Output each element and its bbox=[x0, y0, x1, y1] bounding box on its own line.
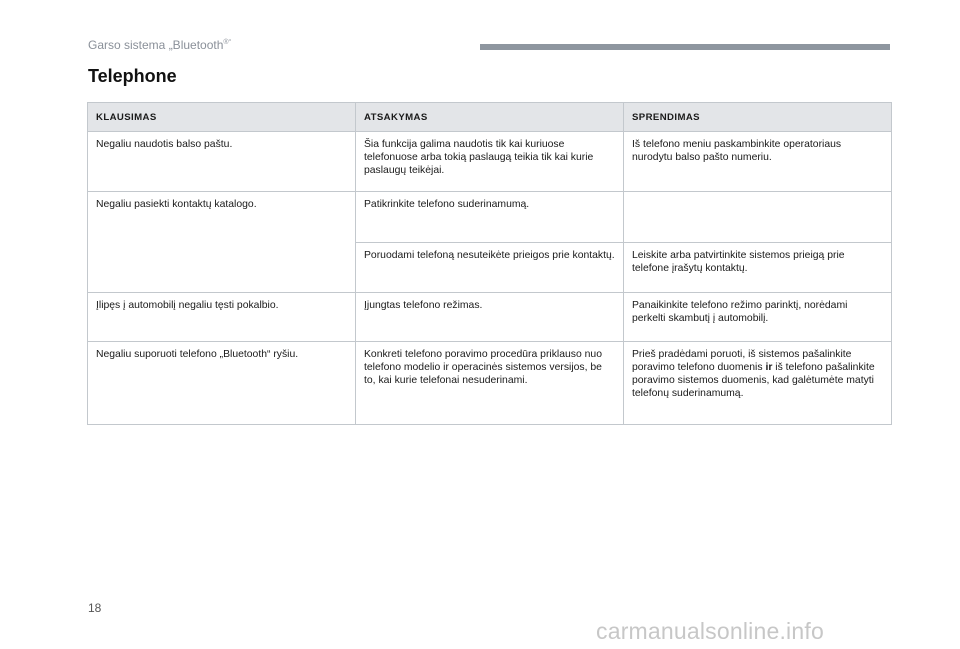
column-header-solution: SPRENDIMAS bbox=[624, 103, 892, 132]
page-number: 18 bbox=[88, 601, 102, 615]
solution-cell: Iš telefono meniu paskambinkite operatoriaus nurodytu balso pašto numeriu. bbox=[624, 132, 892, 192]
table-row bbox=[88, 132, 892, 192]
column-header-answer: ATSAKYMAS bbox=[356, 103, 624, 132]
answer-cell: Įjungtas telefono režimas. bbox=[356, 293, 624, 342]
solution-cell: Panaikinkite telefono režimo parinktį, norėdami perkelti skambutį į automobilį. bbox=[624, 293, 892, 342]
table-row bbox=[88, 192, 892, 243]
column-header-question: KLAUSIMAS bbox=[88, 103, 356, 132]
solution-cell bbox=[624, 342, 892, 425]
solution-text-part: Prieš pradėdami poruoti, iš sistemos pašalinkite poravimo telefono duomenis bbox=[632, 349, 852, 373]
answer-cell: Šia funkcija galima naudotis tik kai kuriuose telefonuose arba tokią paslaugą teikia tik kai kurie paslaugų teikėjai. bbox=[356, 132, 624, 192]
question-cell: Negaliu naudotis balso paštu. bbox=[88, 132, 356, 192]
answer-cell: Patikrinkite telefono suderinamumą. bbox=[356, 192, 624, 243]
watermark: carmanualsonline.info bbox=[596, 618, 824, 644]
question-cell: Negaliu pasiekti kontaktų katalogo. bbox=[88, 192, 356, 293]
question-cell: Įlipęs į automobilį negaliu tęsti pokalbio. bbox=[88, 293, 356, 342]
troubleshooting-table bbox=[87, 102, 892, 425]
running-header bbox=[88, 38, 231, 52]
table-row bbox=[88, 342, 892, 425]
solution-text-part: iš telefono pašalinkite poravimo sistemos duomenis, kad galėtumėte matyti telefonų suderinamumą. bbox=[632, 362, 875, 399]
solution-text-emphasis: ir bbox=[765, 362, 773, 373]
table-header-row bbox=[88, 103, 892, 132]
running-header-text: Garso sistema „Bluetooth bbox=[88, 38, 224, 52]
header-bar bbox=[480, 44, 890, 50]
question-cell: Negaliu suporuoti telefono „Bluetooth“ ryšiu. bbox=[88, 342, 356, 425]
section-title: Telephone bbox=[88, 66, 177, 86]
answer-cell: Poruodami telefoną nesuteikėte prieigos prie kontaktų. bbox=[356, 243, 624, 293]
solution-cell: Leiskite arba patvirtinkite sistemos prieigą prie telefone įrašytų kontaktų. bbox=[624, 243, 892, 293]
answer-cell: Konkreti telefono poravimo procedūra priklauso nuo telefono modelio ir operacinės sistemos versijos, be to, kai kurie telefonai nesuderinami. bbox=[356, 342, 624, 425]
running-header-sup: ®“ bbox=[223, 39, 231, 46]
solution-cell bbox=[624, 192, 892, 243]
table-row bbox=[88, 293, 892, 342]
